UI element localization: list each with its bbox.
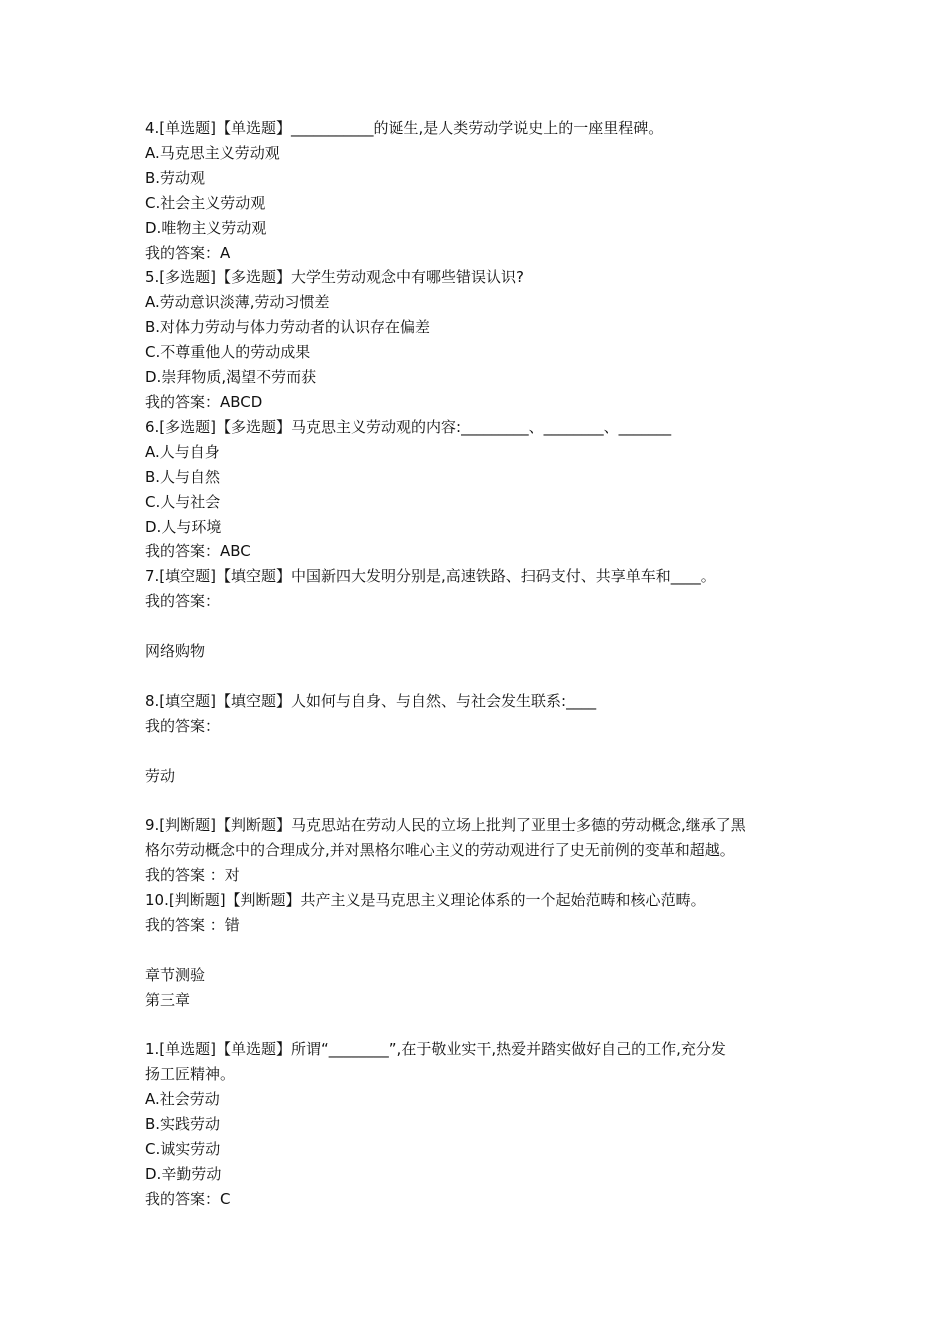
question-9-text-line-1: 9.[判断题]【判断题】马克思站在劳动人民的立场上批判了亚里士多德的劳动概念,继承了黑 [145,816,746,835]
chapter3-question-1-line-2: 扬工匠精神。 [145,1065,236,1084]
question-5-text: 5.[多选题]【多选题】大学生劳动观念中有哪些错误认识? [145,268,524,287]
section-title: 章节测验 [145,965,206,984]
question-9-text-line-2: 格尔劳动概念中的合理成分,并对黑格尔唯心主义的劳动观进行了史无前例的变革和超越。 [145,841,735,860]
question-7-text: 7.[填空题]【填空题】中国新四大发明分别是,高速铁路、扫码支付、共享单车和____。 [145,567,716,586]
question-4-option-b: B.劳动观 [145,168,206,187]
question-6-option-b: B.人与自然 [145,467,221,486]
question-4-text: 4.[单选题]【单选题】___________的诞生,是人类劳动学说史上的一座里程碑。 [145,119,664,137]
question-5-option-a: A.劳动意识淡薄,劳动习惯差 [145,293,330,312]
chapter-title: 第三章 [145,990,191,1009]
question-10-answer: 我的答案 ：错 [145,915,240,934]
question-6-option-c: C.人与社会 [145,492,221,511]
document-page [145,116,825,1212]
question-4-option-a: A.马克思主义劳动观 [145,143,280,162]
question-8-text: 8.[填空题]【填空题】人如何与自身、与自然、与社会发生联系:____ [145,691,597,710]
question-7-answer-value: 网络购物 [145,642,206,661]
question-5-option-b: B.对体力劳动与体力劳动者的认识存在偏差 [145,318,431,337]
question-6-answer: 我的答案：ABC [145,542,251,561]
chapter3-question-1-option-b: B.实践劳动 [145,1115,221,1134]
question-4-option-c: C.社会主义劳动观 [145,193,266,212]
question-6-text: 6.[多选题]【多选题】马克思主义劳动观的内容:_________、________、_______ [145,417,672,436]
question-4-answer: 我的答案：A [145,243,231,262]
question-10-text: 10.[判断题]【判断题】共产主义是马克思主义理论体系的一个起始范畴和核心范畴。 [145,891,706,910]
question-4-option-d: D.唯物主义劳动观 [145,218,267,237]
question-8-answer-label: 我的答案： [145,716,221,735]
chapter3-question-1-option-c: C.诚实劳动 [145,1140,221,1159]
chapter3-question-1-option-a: A.社会劳动 [145,1090,220,1109]
question-5-option-d: D.崇拜物质,渴望不劳而获 [145,368,317,387]
question-6-option-d: D.人与环境 [145,517,222,536]
question-8-answer-value: 劳动 [145,766,176,785]
question-7-answer-label: 我的答案： [145,592,221,611]
chapter3-question-1-answer: 我的答案：C [145,1189,231,1208]
question-5-option-c: C.不尊重他人的劳动成果 [145,343,311,362]
chapter3-question-1-line-1: 1.[单选题]【单选题】所谓“________”,在于敬业实干,热爱并踏实做好自己的工作,充分发 [145,1040,726,1059]
question-9-answer: 我的答案 ：对 [145,866,240,885]
question-5-answer: 我的答案：ABCD [145,392,263,411]
chapter3-question-1-option-d: D.辛勤劳动 [145,1164,222,1183]
question-6-option-a: A.人与自身 [145,442,220,461]
